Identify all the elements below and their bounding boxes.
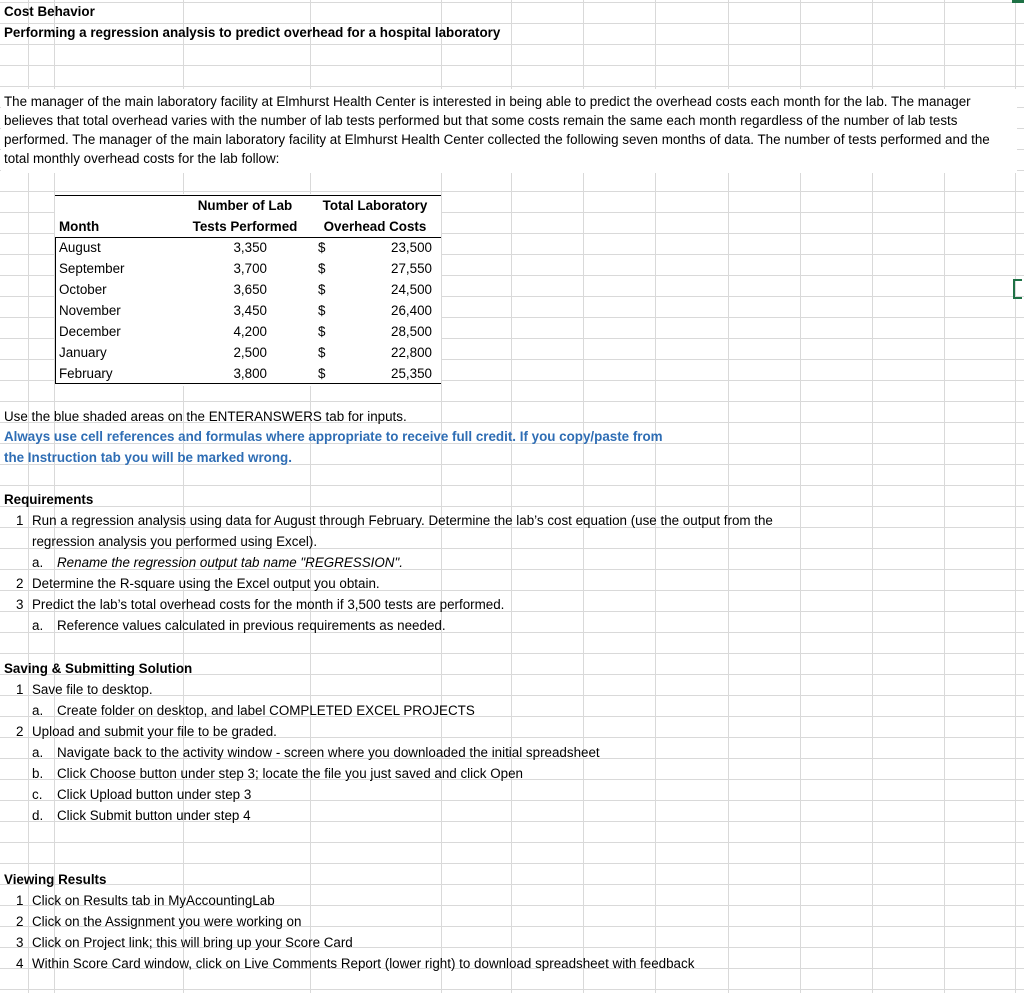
saving-heading[interactable]: Saving & Submitting Solution bbox=[4, 661, 193, 676]
requirements-item-text[interactable]: Determine the R-square using the Excel output you obtain. bbox=[32, 576, 380, 591]
table-cell-currency[interactable]: $ bbox=[318, 240, 326, 255]
viewing-item-number[interactable]: 3 bbox=[16, 935, 24, 950]
saving-item-number[interactable]: c. bbox=[32, 787, 43, 802]
warning-line-2[interactable]: the Instruction tab you will be marked wrong. bbox=[4, 450, 292, 465]
table-cell-currency[interactable]: $ bbox=[318, 261, 326, 276]
col-header-tests-line1: Number of Lab bbox=[197, 198, 293, 213]
table-bottom-rule bbox=[55, 383, 441, 384]
viewing-item-number[interactable]: 2 bbox=[16, 914, 24, 929]
table-cell-tests[interactable]: 3,800 bbox=[233, 366, 267, 381]
saving-item-text[interactable]: Navigate back to the activity window - screen where you downloaded the initial spreadsheet bbox=[57, 745, 600, 760]
requirements-item-text[interactable]: Reference values calculated in previous requirements as needed. bbox=[57, 618, 446, 633]
saving-item-number[interactable]: a. bbox=[32, 745, 44, 760]
table-cell-tests[interactable]: 4,200 bbox=[233, 324, 267, 339]
saving-item-text[interactable]: Click Upload button under step 3 bbox=[57, 787, 252, 802]
requirements-item-text[interactable]: Rename the regression output tab name "REGRESSION". bbox=[57, 555, 403, 570]
table-cell-cost[interactable]: 27,550 bbox=[391, 261, 432, 276]
table-cell-cost[interactable]: 23,500 bbox=[391, 240, 432, 255]
table-cell-currency[interactable]: $ bbox=[318, 345, 326, 360]
saving-item-text[interactable]: Create folder on desktop, and label COMPLETED EXCEL PROJECTS bbox=[57, 703, 475, 718]
table-left-border bbox=[55, 237, 56, 383]
table-cell-currency[interactable]: $ bbox=[318, 282, 326, 297]
col-header-month: Month bbox=[59, 219, 100, 234]
table-cell-tests[interactable]: 3,700 bbox=[233, 261, 267, 276]
saving-item-text[interactable]: Click Choose button under step 3; locate the file you just saved and click Open bbox=[57, 766, 523, 781]
saving-item-number[interactable]: 2 bbox=[16, 724, 24, 739]
table-cell-tests[interactable]: 3,450 bbox=[233, 303, 267, 318]
requirements-item-number[interactable]: a. bbox=[32, 618, 44, 633]
col-header-cost-line1: Total Laboratory bbox=[322, 198, 428, 213]
inputs-note[interactable]: Use the blue shaded areas on the ENTERANSWERS tab for inputs. bbox=[4, 409, 407, 424]
saving-item-text[interactable]: Click Submit button under step 4 bbox=[57, 808, 251, 823]
saving-item-text[interactable]: Save file to desktop. bbox=[32, 682, 153, 697]
table-cell-currency[interactable]: $ bbox=[318, 366, 326, 381]
requirements-item-number[interactable]: a. bbox=[32, 555, 44, 570]
table-cell-month[interactable]: October bbox=[59, 282, 107, 297]
saving-item-text[interactable]: Upload and submit your file to be graded. bbox=[32, 724, 277, 739]
intro-paragraph[interactable]: The manager of the main laboratory facility at Elmhurst Health Center is interested in being able to predict the overhead costs each month for the lab. The manager believes that total overhead varies with the number of lab tests performed but that some costs remain the same each month regardless of the number of lab tests performed. The manager of the main laboratory facility at Elmhurst Health Center collected the following seven months of data. The number of tests performed and the total monthly overhead costs for the lab follow: bbox=[4, 94, 990, 166]
requirements-heading[interactable]: Requirements bbox=[4, 492, 94, 507]
saving-item-number[interactable]: a. bbox=[32, 703, 44, 718]
table-cell-cost[interactable]: 28,500 bbox=[391, 324, 432, 339]
requirements-item-number[interactable]: 2 bbox=[16, 576, 24, 591]
table-cell-month[interactable]: November bbox=[59, 303, 121, 318]
requirements-item-number[interactable]: 3 bbox=[16, 597, 24, 612]
saving-item-number[interactable]: 1 bbox=[16, 682, 24, 697]
viewing-item-text[interactable]: Click on the Assignment you were working on bbox=[32, 914, 302, 929]
requirements-item-text[interactable]: Predict the lab’s total overhead costs for the month if 3,500 tests are performed. bbox=[32, 597, 505, 612]
table-cell-currency[interactable]: $ bbox=[318, 303, 326, 318]
table-cell-currency[interactable]: $ bbox=[318, 324, 326, 339]
table-cell-month[interactable]: December bbox=[59, 324, 121, 339]
table-cell-tests[interactable]: 3,650 bbox=[233, 282, 267, 297]
viewing-heading[interactable]: Viewing Results bbox=[4, 872, 107, 887]
selection-accent bbox=[1012, 0, 1024, 3]
col-header-cost-line2: Overhead Costs bbox=[323, 219, 427, 234]
table-cell-month[interactable]: January bbox=[59, 345, 107, 360]
col-header-tests-line2: Tests Performed bbox=[192, 219, 298, 234]
requirements-item-text[interactable]: Run a regression analysis using data for August through February. Determine the lab’s cost equation (use the output from the bbox=[32, 513, 773, 528]
table-cell-month[interactable]: August bbox=[59, 240, 101, 255]
viewing-item-text[interactable]: Click on Project link; this will bring up your Score Card bbox=[32, 935, 353, 950]
requirements-item-number[interactable]: 1 bbox=[16, 513, 24, 528]
table-cell-tests[interactable]: 3,350 bbox=[233, 240, 267, 255]
sheet-subtitle[interactable]: Performing a regression analysis to predict overhead for a hospital laboratory bbox=[4, 25, 501, 40]
table-cell-cost[interactable]: 26,400 bbox=[391, 303, 432, 318]
viewing-item-number[interactable]: 4 bbox=[16, 956, 24, 971]
table-cell-cost[interactable]: 24,500 bbox=[391, 282, 432, 297]
table-cell-cost[interactable]: 22,800 bbox=[391, 345, 432, 360]
viewing-item-number[interactable]: 1 bbox=[16, 893, 24, 908]
viewing-item-text[interactable]: Within Score Card window, click on Live Comments Report (lower right) to download spreadsheet with feedback bbox=[32, 956, 695, 971]
sheet-title[interactable]: Cost Behavior bbox=[4, 4, 95, 19]
table-cell-month[interactable]: February bbox=[59, 366, 113, 381]
selected-cell-indicator[interactable] bbox=[1013, 279, 1022, 299]
table-cell-month[interactable]: September bbox=[59, 261, 125, 276]
table-cell-tests[interactable]: 2,500 bbox=[233, 345, 267, 360]
saving-item-number[interactable]: d. bbox=[32, 808, 44, 823]
table-cell-cost[interactable]: 25,350 bbox=[391, 366, 432, 381]
saving-item-number[interactable]: b. bbox=[32, 766, 44, 781]
warning-line-1[interactable]: Always use cell references and formulas where appropriate to receive full credit. If you copy/paste from bbox=[4, 429, 663, 444]
viewing-item-text[interactable]: Click on Results tab in MyAccountingLab bbox=[32, 893, 275, 908]
requirements-item-text[interactable]: regression analysis you performed using Excel). bbox=[32, 534, 318, 549]
